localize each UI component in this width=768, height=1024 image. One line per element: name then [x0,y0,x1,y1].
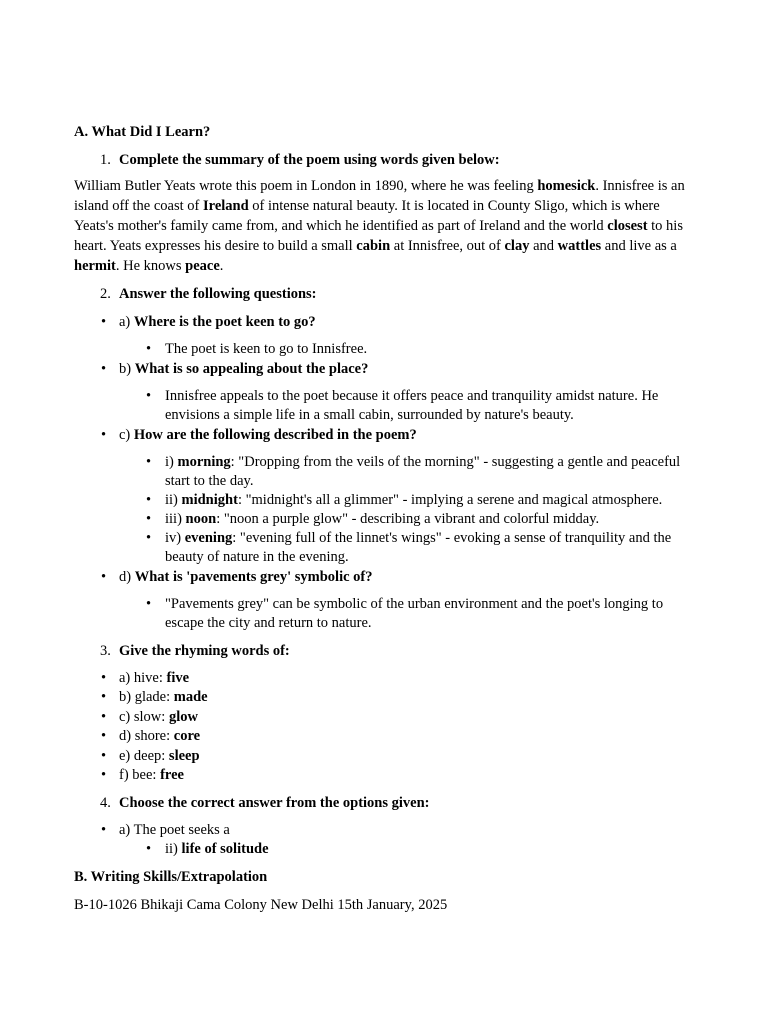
question-2a: • a) Where is the poet keen to go? [74,312,698,332]
summary-keyword: wattles [557,238,602,254]
list-item: • d) shore: core [74,727,698,746]
summary-keyword: peace [185,258,220,274]
summary-text: . Innisfree is an island off the coast of [74,178,685,214]
list-item: • c) slow: glow [74,708,698,727]
question-4: 4. Choose the correct answer from the options given: [100,795,430,812]
poem-summary [74,176,698,276]
question-2b: • b) What is so appealing about the place? [74,359,698,379]
summary-text: . [219,258,224,274]
section-b-title: B. Writing Skills/Extrapolation [74,869,268,886]
document-page [74,122,698,915]
question-2: 2. Answer the following questions: [100,286,317,302]
summary-text: and live as a [601,238,677,254]
summary-keyword: closest [607,218,648,234]
list-item: • iv) evening: "evening full of the linnet's wings" - evoking a sense of tranquility and the beauty of nature in the evening. [74,529,698,567]
rhyming-words-list [74,669,698,785]
list-item: • b) glade: made [74,688,698,707]
list-item: • i) morning: "Dropping from the veils of the morning" - suggesting a gentle and peaceful start to the day. [74,453,698,491]
answer-2a: • The poet is keen to go to Innisfree. [74,340,698,359]
answer-2b: • Innisfree appeals to the poet because it offers peace and tranquility amidst nature. He envisions a simple life in a small cabin, surrounded by nature's beauty. [74,387,698,425]
answer-2c-list [74,453,698,567]
answer-4a: • ii) life of solitude [74,840,698,859]
summary-keyword: cabin [356,238,391,254]
list-item: • ii) midnight: "midnight's all a glimmer" - implying a serene and magical atmosphere. [74,491,698,510]
summary-keyword: Ireland [203,198,249,214]
question-2d: • d) What is 'pavements grey' symbolic of? [74,567,698,587]
address-line: B-10-1026 Bhikaji Cama Colony New Delhi 15th January, 2025 [74,897,448,914]
summary-keyword: homesick [537,178,596,194]
summary-text: and [529,238,558,254]
list-item: • a) hive: five [74,669,698,688]
summary-text: . He knows [115,258,186,274]
summary-text: of intense natural beauty. It is located in County Sligo, which is where Yeats's mother's family came from, and which he identified as part of Ireland and the world [74,198,660,234]
summary-keyword: clay [504,238,530,254]
question-3: 3. Give the rhyming words of: [100,643,290,659]
summary-keyword: hermit [74,258,116,274]
question-2c: • c) How are the following described in the poem? [74,425,698,445]
question-4a: • a) The poet seeks a [74,821,698,840]
summary-text: at Innisfree, out of [390,238,505,254]
list-item: • e) deep: sleep [74,747,698,766]
list-item: • iii) noon: "noon a purple glow" - describing a vibrant and colorful midday. [74,510,698,529]
summary-text: to his heart. Yeats expresses his desire to build a small [74,218,683,254]
section-a-title: A. What Did I Learn? [74,124,211,140]
question-1: 1. Complete the summary of the poem using words given below: [100,152,500,168]
list-item: • f) bee: free [74,766,698,785]
answer-2d: • "Pavements grey" can be symbolic of the urban environment and the poet's longing to escape the city and return to nature. [74,595,698,633]
summary-text: William Butler Yeats wrote this poem in London in 1890, where he was feeling [74,178,538,194]
